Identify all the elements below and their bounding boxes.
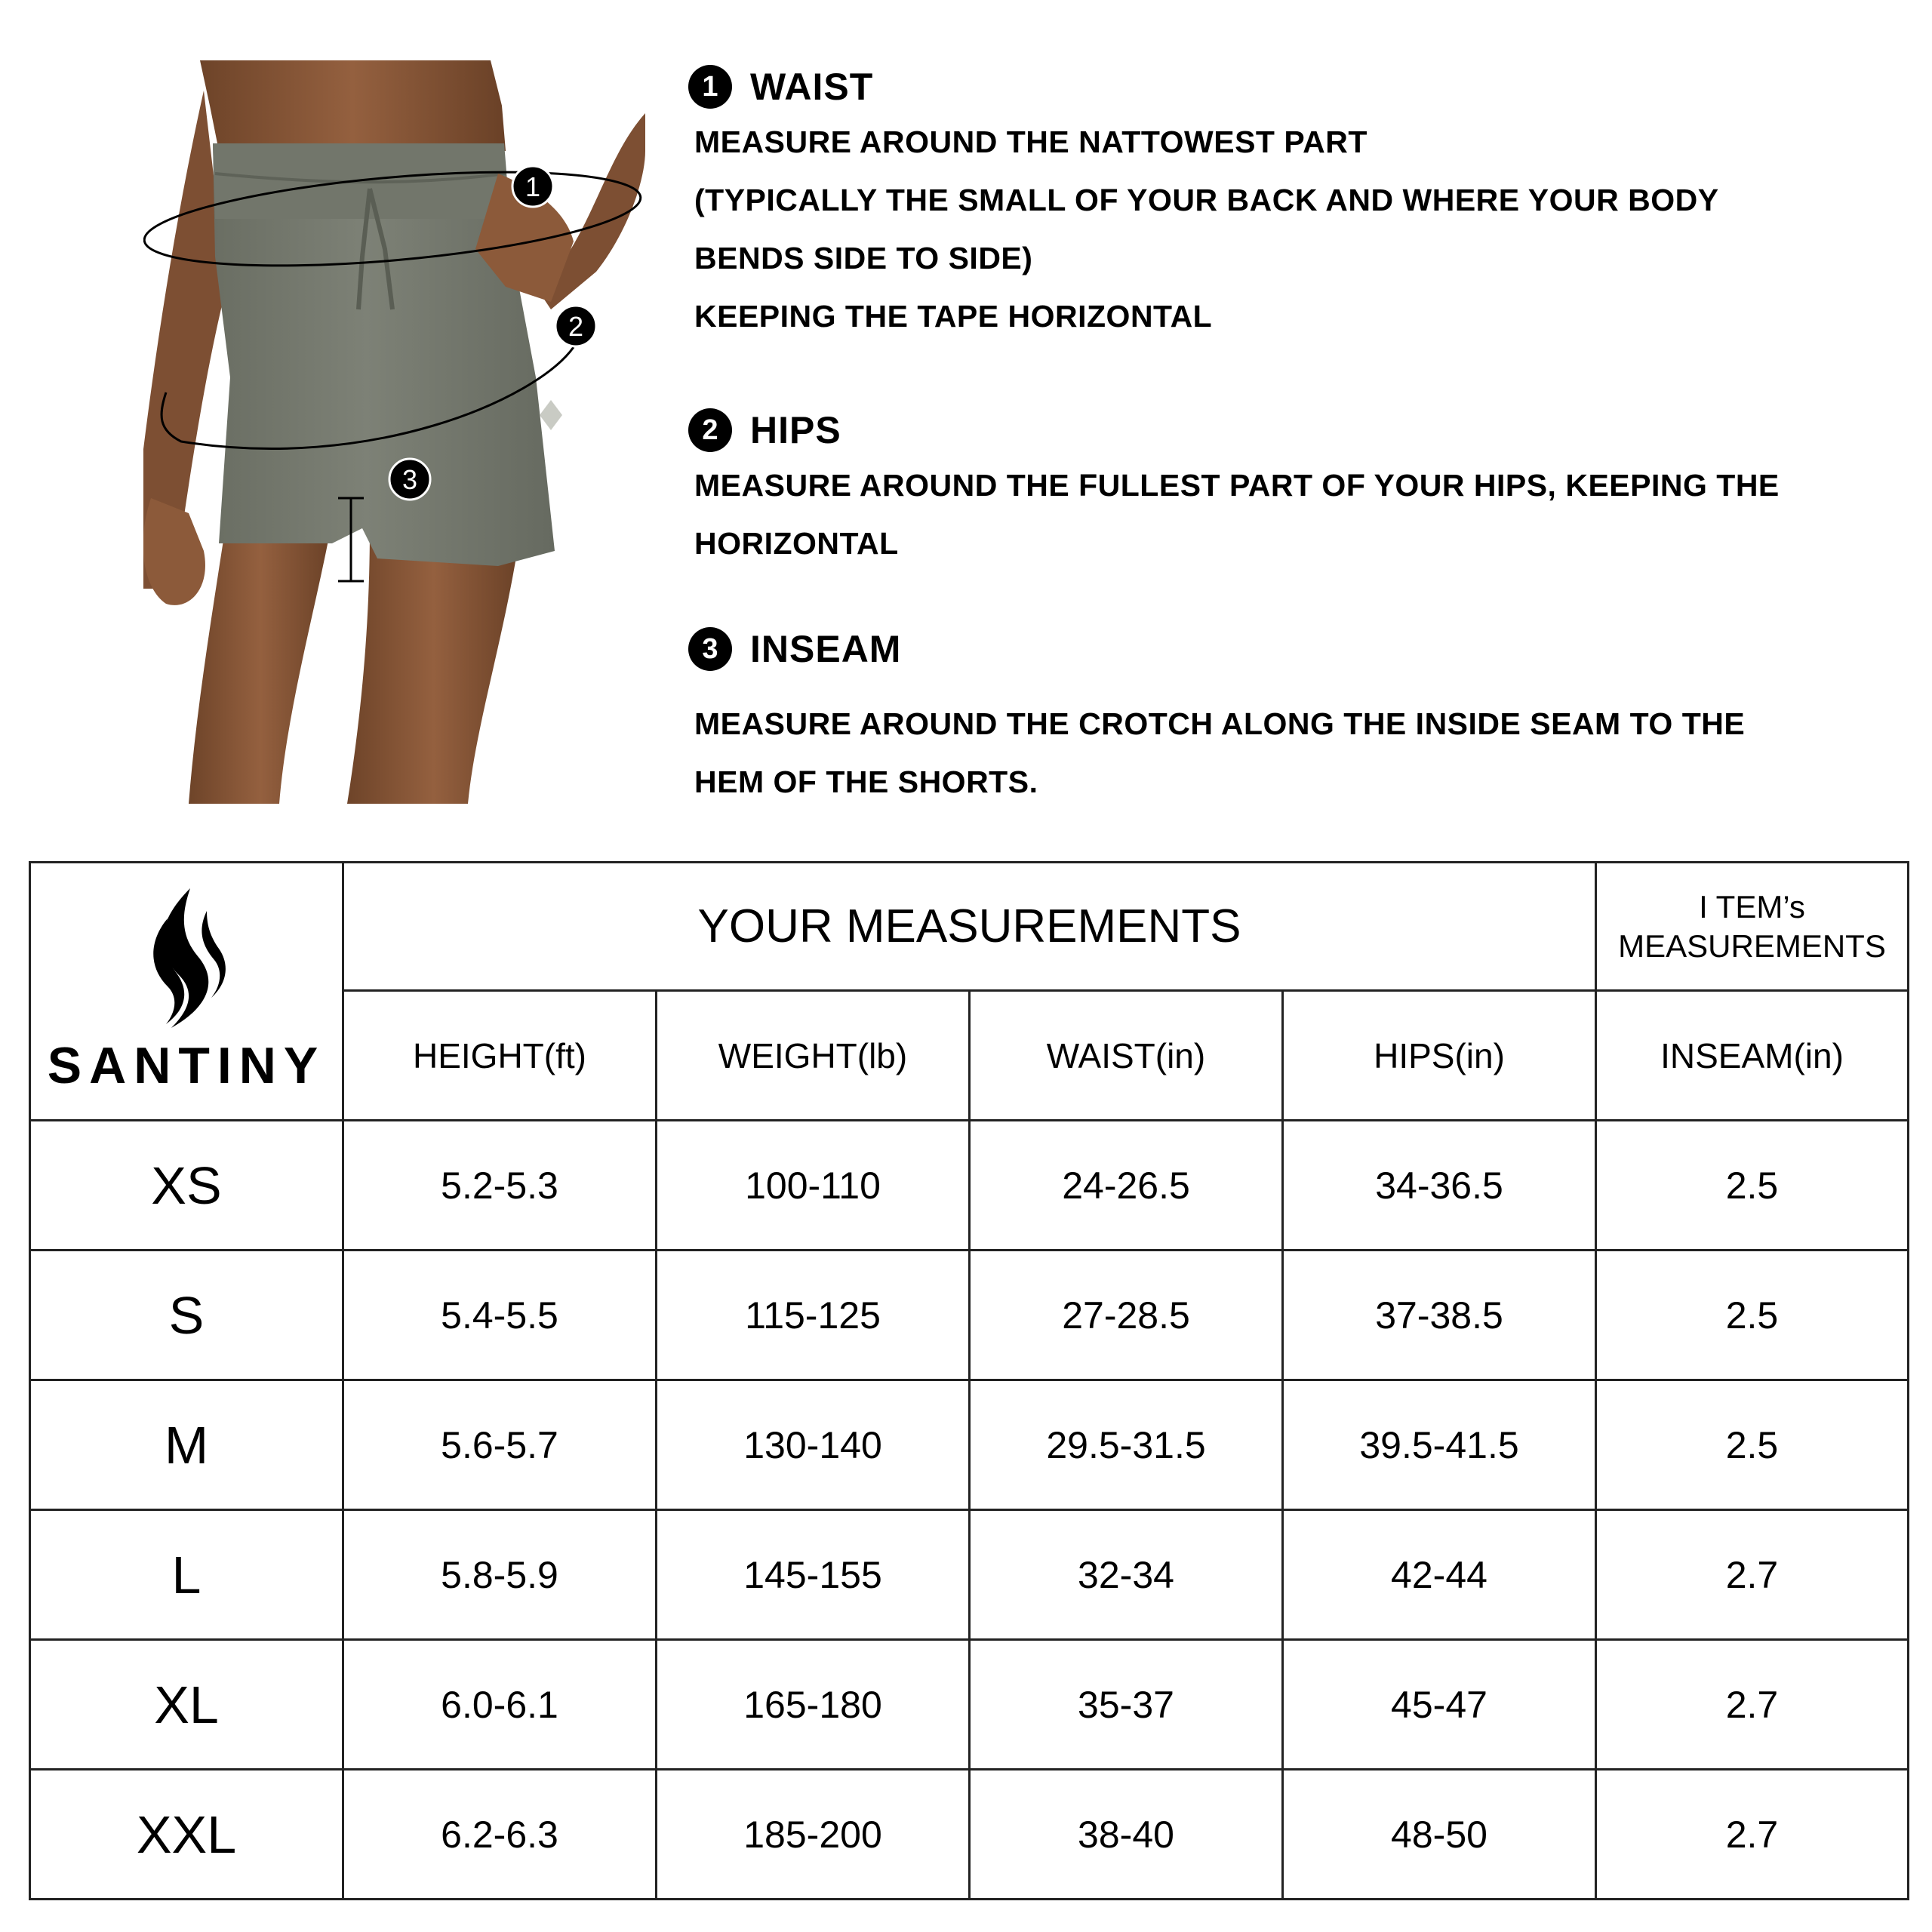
inseam-number-badge: 3 [688, 627, 732, 671]
waist-line-2: (TYPICALLY THE SMALL OF YOUR BACK AND WHERE YOUR BODY [694, 183, 1719, 217]
waist-value: 24-26.5 [970, 1121, 1283, 1251]
item-measurements-header [1596, 863, 1909, 991]
col-header-inseam: INSEAM(in) [1596, 991, 1909, 1121]
left-hand-shape [143, 498, 205, 605]
marker-1-label: 1 [525, 171, 541, 202]
size-chart-table [29, 861, 1909, 1900]
height-value: 6.0-6.1 [343, 1640, 657, 1770]
waist-title: WAIST [750, 66, 874, 108]
hips-section [688, 404, 1911, 573]
inseam-section [688, 623, 1911, 811]
waist-heading [688, 60, 1911, 113]
shorts-logo-mark [540, 400, 562, 430]
size-label: L [30, 1510, 343, 1640]
hips-value: 45-47 [1283, 1640, 1596, 1770]
height-value: 5.8-5.9 [343, 1510, 657, 1640]
weight-value: 115-125 [657, 1251, 970, 1380]
your-measurements-header: YOUR MEASUREMENTS [343, 863, 1596, 991]
table-row [30, 1380, 1909, 1510]
shorts-model-illustration [143, 60, 645, 804]
waist-line-1: MEASURE AROUND THE NATTOWEST PART [694, 125, 1367, 159]
hips-title: HIPS [750, 409, 841, 451]
left-leg-shape [189, 521, 332, 804]
col-header-waist: WAIST(in) [970, 991, 1283, 1121]
waist-value: 29.5-31.5 [970, 1380, 1283, 1510]
size-label: XS [30, 1121, 343, 1251]
table-row [30, 1640, 1909, 1770]
col-header-weight: WEIGHT(lb) [657, 991, 970, 1121]
brand-logo-cell [30, 863, 343, 1121]
hips-value: 34-36.5 [1283, 1121, 1596, 1251]
item-measurements-line-1: I TEM’s [1699, 888, 1805, 924]
waist-value: 35-37 [970, 1640, 1283, 1770]
marker-1 [512, 166, 553, 207]
inseam-line-2: HEM OF THE SHORTS. [694, 764, 1038, 799]
table-row [30, 1251, 1909, 1380]
inseam-title: INSEAM [750, 628, 902, 670]
hips-number-badge: 2 [688, 408, 732, 452]
size-label: XL [30, 1640, 343, 1770]
waist-value: 38-40 [970, 1770, 1283, 1900]
inseam-line-1: MEASURE AROUND THE CROTCH ALONG THE INSIDE SEAM TO THE [694, 706, 1746, 741]
model-figure-svg [143, 60, 645, 804]
hips-value: 42-44 [1283, 1510, 1596, 1640]
item-measurements-line-2: MEASUREMENTS [1618, 928, 1886, 964]
hips-value: 37-38.5 [1283, 1251, 1596, 1380]
weight-value: 130-140 [657, 1380, 970, 1510]
height-value: 6.2-6.3 [343, 1770, 657, 1900]
inseam-value: 2.7 [1596, 1510, 1909, 1640]
weight-value: 100-110 [657, 1121, 970, 1251]
waist-value: 32-34 [970, 1510, 1283, 1640]
weight-value: 185-200 [657, 1770, 970, 1900]
size-label: M [30, 1380, 343, 1510]
waist-section [688, 60, 1911, 346]
marker-2-label: 2 [568, 311, 584, 342]
inseam-value: 2.7 [1596, 1640, 1909, 1770]
size-label: XXL [30, 1770, 343, 1900]
hips-line-2: HORIZONTAL [694, 526, 899, 561]
marker-3-label: 3 [401, 464, 418, 495]
inseam-value: 2.5 [1596, 1380, 1909, 1510]
table-row [30, 1770, 1909, 1900]
height-value: 5.4-5.5 [343, 1251, 657, 1380]
inseam-value: 2.7 [1596, 1770, 1909, 1900]
inseam-heading [688, 623, 1911, 675]
height-value: 5.2-5.3 [343, 1121, 657, 1251]
marker-3 [389, 459, 430, 500]
hips-value: 39.5-41.5 [1283, 1380, 1596, 1510]
table-row [30, 1121, 1909, 1251]
waist-number-badge: 1 [688, 65, 732, 109]
brand-name: SANTINY [47, 1036, 326, 1094]
col-header-hips: HIPS(in) [1283, 991, 1596, 1121]
weight-value: 145-155 [657, 1510, 970, 1640]
hips-value: 48-50 [1283, 1770, 1596, 1900]
size-label: S [30, 1251, 343, 1380]
col-header-height: HEIGHT(ft) [343, 991, 657, 1121]
waist-line-3: BENDS SIDE TO SIDE) [694, 241, 1033, 275]
height-value: 5.6-5.7 [343, 1380, 657, 1510]
waist-line-4: KEEPING THE TAPE HORIZONTAL [694, 299, 1213, 334]
flame-logo-icon [145, 888, 228, 1028]
marker-2 [555, 306, 596, 346]
inseam-value: 2.5 [1596, 1121, 1909, 1251]
weight-value: 165-180 [657, 1640, 970, 1770]
hips-line-1: MEASURE AROUND THE FULLEST PART OF YOUR HIPS, KEEPING THE [694, 468, 1780, 503]
table-row [30, 1510, 1909, 1640]
right-leg-shape [347, 528, 521, 804]
inseam-value: 2.5 [1596, 1251, 1909, 1380]
header-row-1 [30, 863, 1909, 991]
torso-shape [200, 60, 506, 151]
hips-heading [688, 404, 1911, 457]
waist-value: 27-28.5 [970, 1251, 1283, 1380]
